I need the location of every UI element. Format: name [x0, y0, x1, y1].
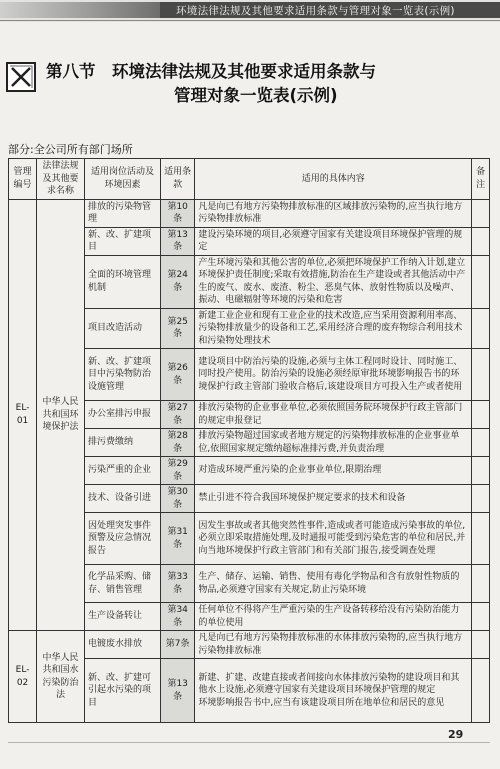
- cell-note: [472, 603, 490, 631]
- cell-activity: 化学品采购、储存、销售管理: [85, 565, 161, 603]
- cell-requirement: 建设项目中防治污染的设施,必须与主体工程同时设计、同时施工、同时投产使用。防治污染的设施必须经原审批环境影响报告书的环境保护行政主管部门验收合格后,该建设项目方可投入生产或者使用: [195, 349, 472, 401]
- cell-clause: 第30条: [161, 485, 195, 513]
- cell-requirement: 新建、扩建、改建直接或者间接向水体排放污染物的建设项目和其他水上设施,必须遵守国家有关建设项目环境保护管理的规定 环境影响报告书中,应当有该建设项目所在地单位和居民的意见: [195, 659, 472, 723]
- header-id: 管理编号: [9, 159, 37, 200]
- cell-clause: 第28条: [161, 429, 195, 457]
- cell-requirement: 排放污染物的企业事业单位,必须依照国务院环境保护行政主管部门的规定申报登记: [195, 401, 472, 429]
- section-title: [46, 60, 486, 108]
- cell-requirement: 建设污染环境的项目,必须遵守国家有关建设项目环境保护管理的规定: [195, 227, 472, 255]
- cell-id: EL-02: [9, 631, 37, 723]
- cell-clause: 第29条: [161, 457, 195, 485]
- table-header-row: [9, 159, 490, 200]
- cell-note: [472, 401, 490, 429]
- cell-requirement: 凡是向已有地方污染物排放标准的水体排放污染物的,应当执行地方污染物排放标准: [195, 631, 472, 659]
- cell-requirement: 产生环境污染和其他公害的单位,必须把环境保护工作纳入计划,建立环境保护责任制度;采取有效措施,防治在生产建设或者其他活动中产生的废气、废水、废渣、粉尘、恶臭气体、放射性物质以及噪声、振动、电磁辐射等环境的污染和危害: [195, 255, 472, 308]
- cell-activity: 新、改、扩建项目: [85, 227, 161, 255]
- header-law: 法律法规及其他要求名称: [37, 159, 85, 200]
- cell-clause: 第34条: [161, 603, 195, 631]
- cell-requirement: 凡是向已有地方污染物排放标准的区域排放污染物的,应当执行地方污染物排放标准: [195, 199, 472, 227]
- cell-requirement: 任何单位不得将产生严重污染的生产设备转移给没有污染防治能力的单位使用: [195, 603, 472, 631]
- cell-clause: 第7条: [161, 631, 195, 659]
- cell-requirement: 对造成环境严重污染的企业事业单位,限期治理: [195, 457, 472, 485]
- cell-note: [472, 631, 490, 659]
- cell-clause: 第31条: [161, 513, 195, 565]
- cell-law: 中华人民共和国水污染防治法: [37, 631, 85, 723]
- cell-clause: 第10条: [161, 199, 195, 227]
- regulation-table: [8, 158, 490, 723]
- cell-activity: 污染严重的企业: [85, 457, 161, 485]
- cell-note: [472, 255, 490, 308]
- cell-note: [472, 199, 490, 227]
- cell-clause: 第13条: [161, 227, 195, 255]
- cell-note: [472, 485, 490, 513]
- table-row: [9, 631, 490, 659]
- cell-note: [472, 308, 490, 349]
- department-label: 部分:全公司所有部门场所: [8, 143, 133, 156]
- table-row: [9, 199, 490, 227]
- header-note: 备注: [472, 159, 490, 200]
- cell-activity: 项目改造活动: [85, 308, 161, 349]
- cell-clause: 第26条: [161, 349, 195, 401]
- cell-activity: 电镀废水排放: [85, 631, 161, 659]
- cell-law: 中华人民共和国环境保护法: [37, 199, 85, 631]
- cell-requirement: 禁止引进不符合我国环境保护规定要求的技术和设备: [195, 485, 472, 513]
- cell-activity: 排放的污染物管理: [85, 199, 161, 227]
- cell-note: [472, 565, 490, 603]
- section-title-line1: 第八节 环境法律法规及其他要求适用条款与: [46, 62, 376, 81]
- running-header: [0, 0, 500, 22]
- cell-clause: 第27条: [161, 401, 195, 429]
- cell-clause: 第33条: [161, 565, 195, 603]
- page-number: 29: [448, 728, 464, 741]
- cell-activity: 排污费缴纳: [85, 429, 161, 457]
- cell-note: [472, 227, 490, 255]
- footer-rule: [8, 742, 490, 743]
- cell-activity: 生产设备转让: [85, 603, 161, 631]
- cell-note: [472, 429, 490, 457]
- cell-activity: 新、改、扩建项目中污染物防治设施管理: [85, 349, 161, 401]
- cell-activity: 新、改、扩建可引起水污染的项目: [85, 659, 161, 723]
- cell-activity: 因处理突发事件预警及应急情况报告: [85, 513, 161, 565]
- cell-activity: 办公室排污申报: [85, 401, 161, 429]
- cell-activity: 技术、设备引进: [85, 485, 161, 513]
- cell-requirement: 新建工业企业和现有工业企业的技术改造,应当采用资源利用率高、污染物排放量少的设备和工艺,采用经济合理的废弃物综合利用技术和污染物处理技术: [195, 308, 472, 349]
- running-title: 环境法律法规及其他要求适用条款与管理对象一览表(示例): [176, 5, 455, 17]
- header-rule: [0, 20, 500, 21]
- cell-requirement: 生产、储存、运输、销售、使用有毒化学物品和含有放射性物质的物品,必须遵守国家有关规定,防止污染环境: [195, 565, 472, 603]
- section-marker-icon: [6, 62, 36, 92]
- header-requirement: 适用的具体内容: [195, 159, 472, 200]
- header-activity: 适用岗位活动及环境因素: [85, 159, 161, 200]
- cell-note: [472, 349, 490, 401]
- cell-id: EL-01: [9, 199, 37, 631]
- header-gradient-bar: [0, 2, 160, 18]
- cell-activity: 全面的环境管理机制: [85, 255, 161, 308]
- cell-note: [472, 513, 490, 565]
- cell-clause: 第25条: [161, 308, 195, 349]
- cell-note: [472, 457, 490, 485]
- cell-clause: 第24条: [161, 255, 195, 308]
- cell-clause: 第13条: [161, 659, 195, 723]
- cell-note: [472, 659, 490, 723]
- header-clause: 适用条款: [161, 159, 195, 200]
- cell-requirement: 因发生事故或者其他突然性事件,造成或者可能造成污染事故的单位,必须立即采取措施处理,及时通报可能受到污染危害的单位和居民,并向当地环境保护行政主管部门和有关部门报告,接受调查处理: [195, 513, 472, 565]
- cell-requirement: 排放污染物超过国家或者地方规定的污染物排放标准的企业事业单位,依照国家规定缴纳超标准排污费,并负责治理: [195, 429, 472, 457]
- section-title-line2: 管理对象一览表(示例): [174, 86, 338, 105]
